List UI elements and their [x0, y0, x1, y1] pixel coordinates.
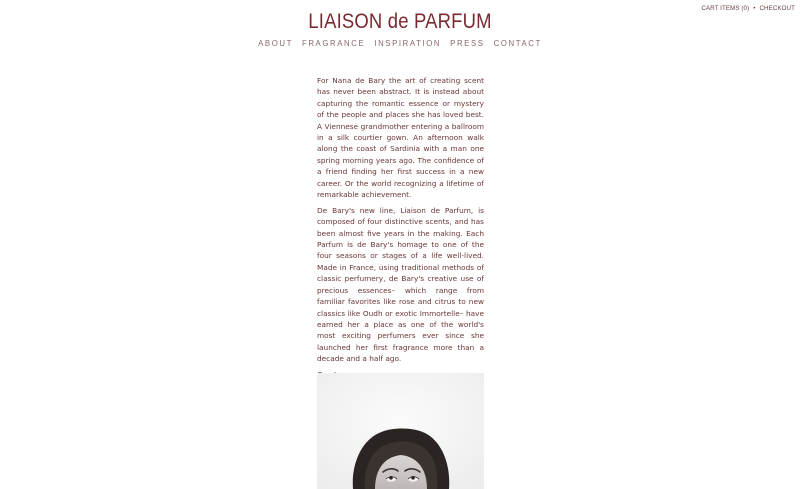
cart-items-link[interactable]: CART ITEMS (0)	[701, 5, 750, 12]
nav-item-inspiration[interactable]: INSPIRATION	[374, 39, 442, 48]
checkout-link[interactable]: CHECKOUT	[759, 5, 795, 12]
separator-dot: •	[753, 5, 756, 12]
portrait-photo	[317, 373, 484, 489]
main-nav	[0, 39, 800, 48]
nav-item-contact[interactable]: CONTACT	[493, 39, 542, 48]
nav-item-press[interactable]: PRESS	[450, 39, 485, 48]
article-paragraph-1: For Nana de Bary the art of creating scent has never been abstract. It is instead about capturing the romantic essence or mystery of the people and places she has loved best. A Viennese grandmother entering a ballroom in a silk courtier gown. An afternoon walk along the coast of Sardinia with a man one spring morning years ago. The confidence of a friend finding her first success in a new career. Or the world recognizing a lifetime of remarkable achievement.	[317, 76, 484, 200]
site-logo[interactable]: LIAISON de PARFUM	[308, 10, 492, 33]
article-paragraph-2: De Bary's new line, Liaison de Parfum, is composed of four distinctive scents, and has been almost five years in the making. Each Parfum is de Bary's homage to one of the four seasons or stages of a life well-lived. Made in France, using traditional methods of classic perfumery, de Bary's creative use of precious essences– which range from familiar favorites like rose and citrus to new classics like Oudh or exotic Immortelle– have earned her a place as one of the world's most exciting perfumers ever since she launched her first fragrance more than a decade and a half ago.	[317, 205, 484, 364]
nav-item-about[interactable]: ABOUT	[258, 39, 293, 48]
portrait-image	[317, 373, 484, 489]
article-body	[317, 75, 484, 385]
nav-item-fragrance[interactable]: FRAGRANCE	[301, 39, 366, 48]
